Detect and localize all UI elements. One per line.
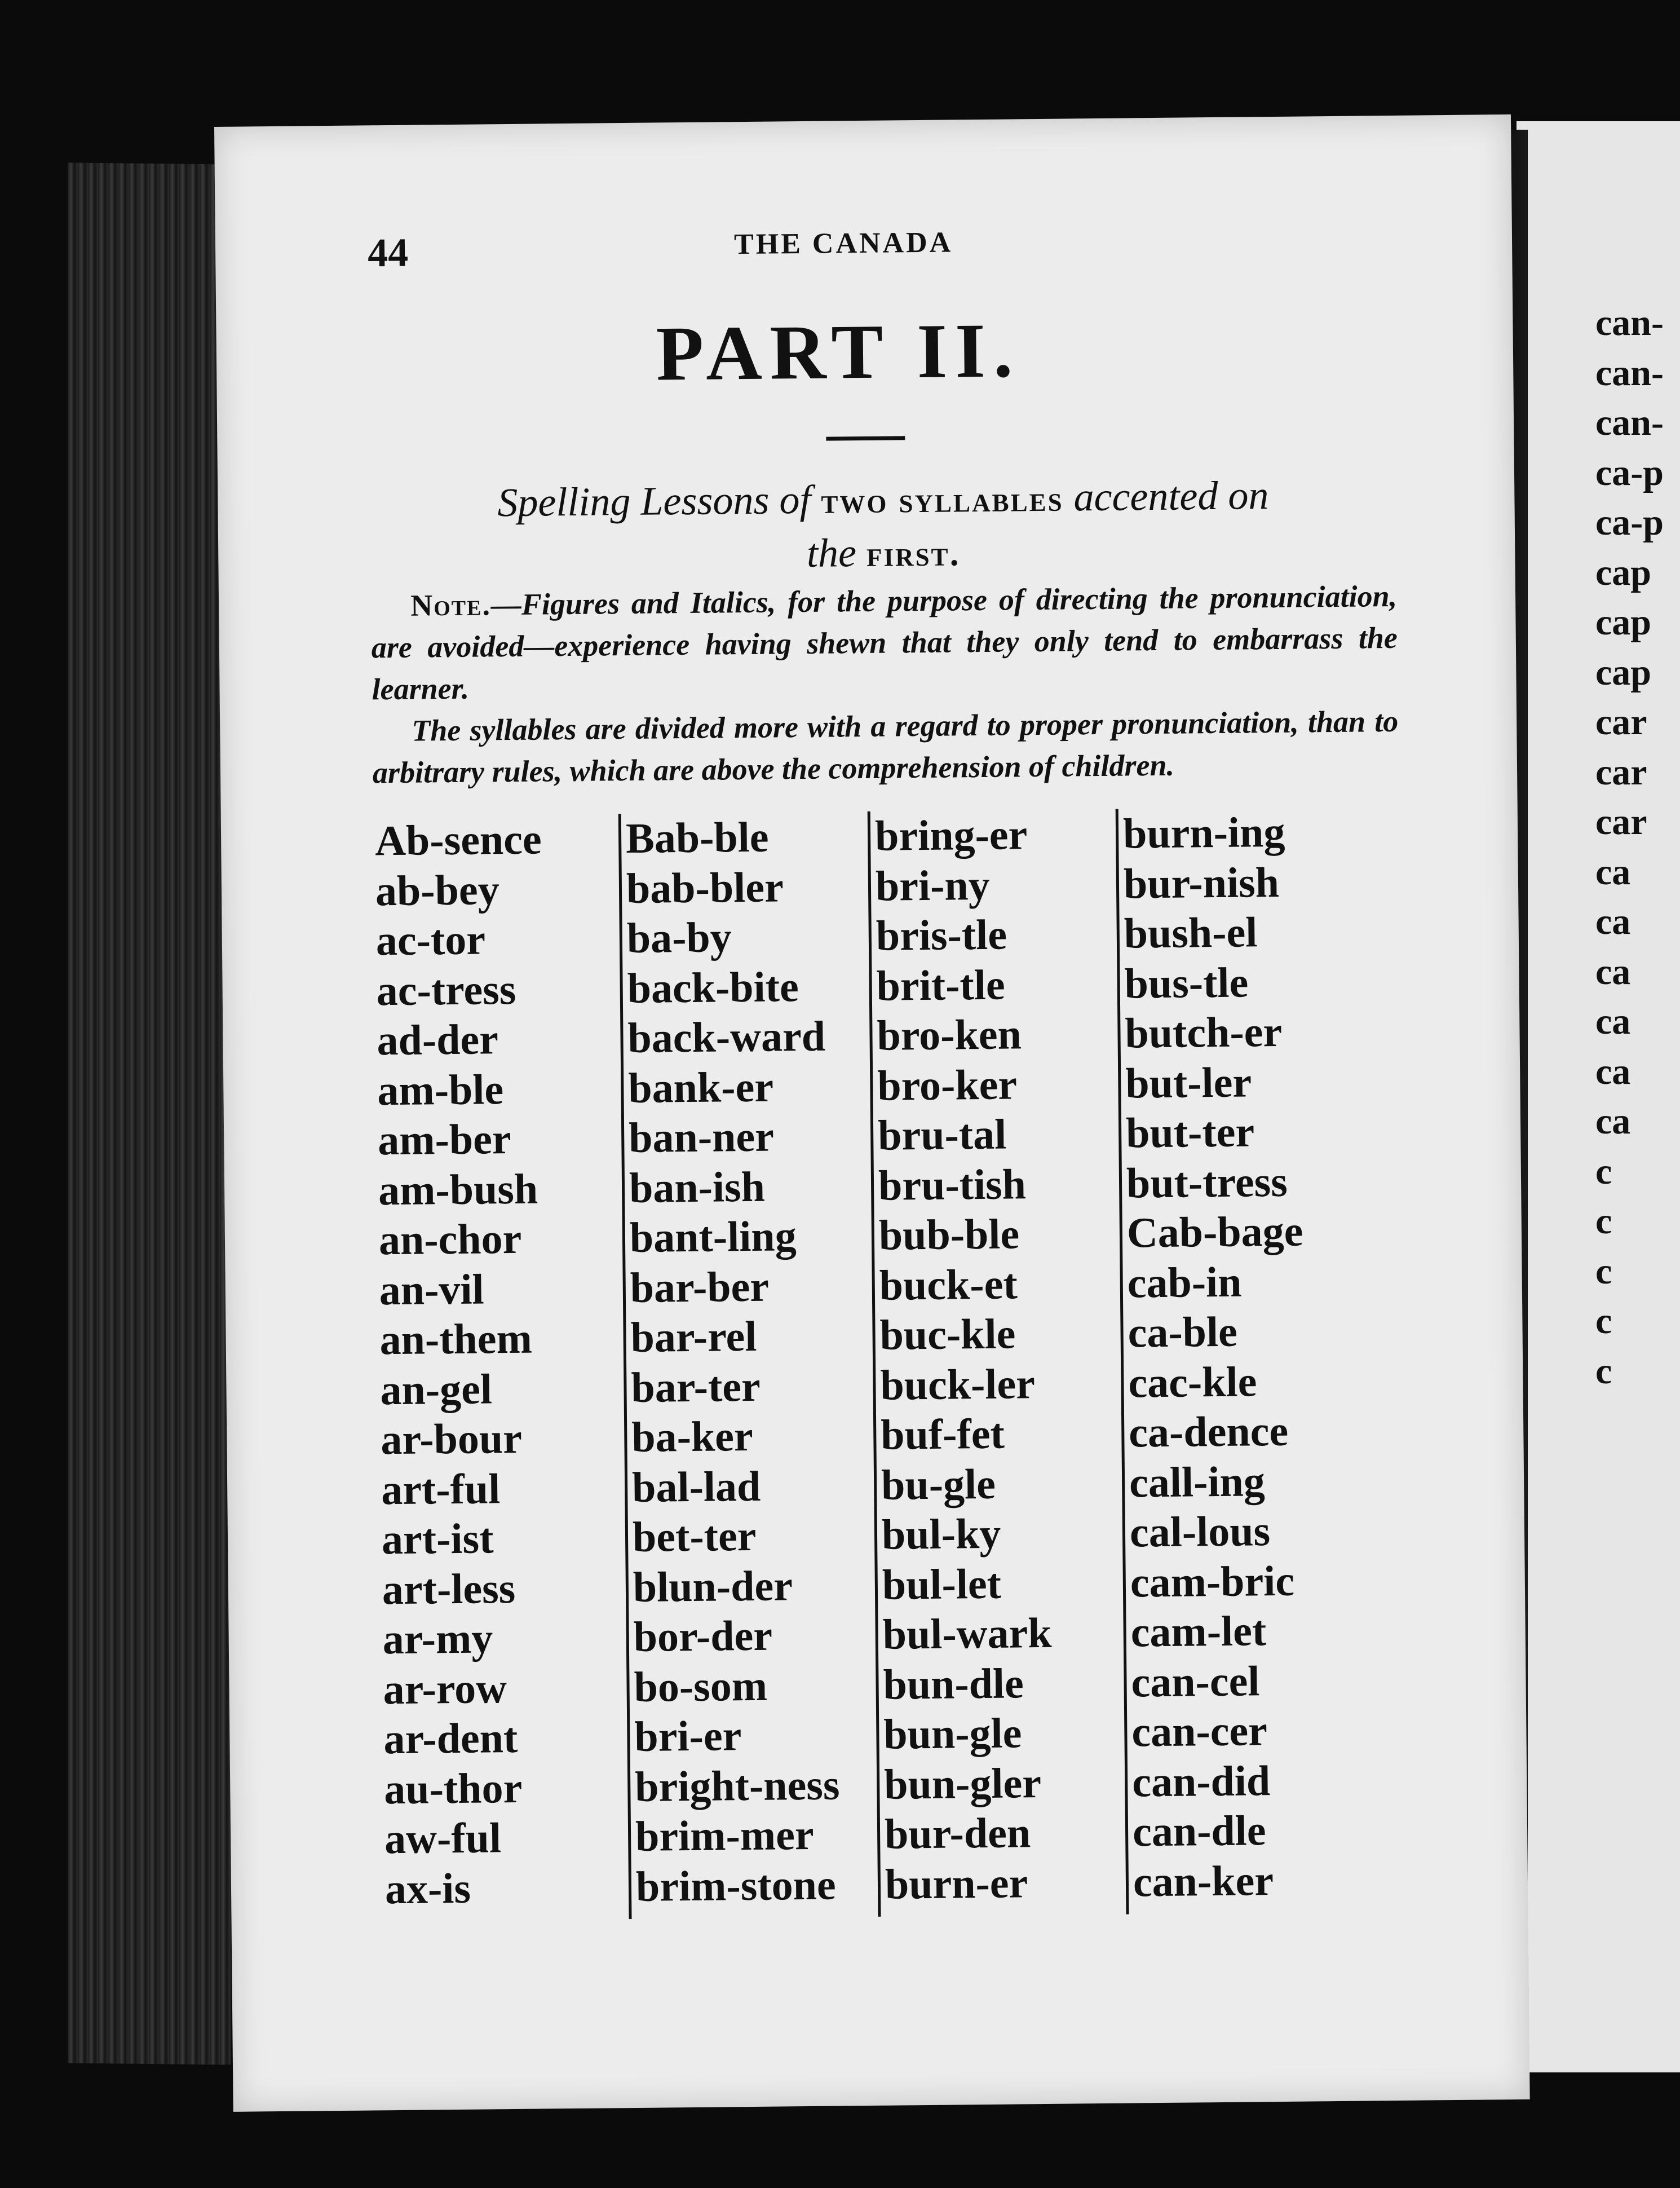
- spelling-word: Bab-ble: [625, 813, 769, 863]
- spelling-word: but-ter: [1125, 1108, 1255, 1157]
- spelling-word: can-dle: [1132, 1807, 1266, 1856]
- spelling-word: bar-rel: [630, 1312, 757, 1362]
- subtitle-italic-1: Spelling Lessons of: [497, 477, 811, 526]
- facing-page-word-fragment: car: [1595, 751, 1647, 793]
- spelling-word: bab-bler: [626, 863, 784, 912]
- spelling-word: an-chor: [378, 1215, 522, 1264]
- spelling-word: bus-tle: [1124, 958, 1249, 1008]
- facing-page-word-fragment: can-: [1595, 402, 1664, 443]
- spelling-word: call-ing: [1129, 1457, 1266, 1507]
- spelling-word: brit-tle: [876, 961, 1005, 1010]
- spelling-word: buck-et: [879, 1260, 1018, 1309]
- spelling-word: an-them: [379, 1314, 533, 1364]
- spelling-word: ca-ble: [1128, 1308, 1238, 1357]
- spelling-word: am-ble: [377, 1065, 504, 1114]
- note-label: Note.: [410, 588, 492, 623]
- spelling-word: can-cer: [1131, 1707, 1268, 1756]
- spelling-word: bun-gle: [883, 1709, 1022, 1758]
- spelling-word: bul-wark: [882, 1609, 1052, 1658]
- spelling-word: art-ist: [381, 1515, 494, 1564]
- spelling-word-columns: [370, 806, 1430, 1933]
- spelling-word: bru-tish: [878, 1160, 1027, 1210]
- spelling-word: blun-der: [633, 1561, 793, 1611]
- spelling-word: ar-dent: [383, 1714, 518, 1763]
- spelling-word: bu-gle: [881, 1460, 996, 1509]
- word-column-3: [868, 809, 1124, 1917]
- spelling-word: au-thor: [383, 1764, 523, 1813]
- spelling-word: bun-dle: [883, 1659, 1024, 1709]
- facing-page-word-fragment: cap: [1595, 651, 1651, 693]
- book-page-edges: [68, 162, 231, 2065]
- spelling-word: but-tress: [1126, 1158, 1288, 1207]
- page-number: 44: [367, 230, 409, 276]
- spelling-word: ac-tor: [375, 916, 486, 965]
- subtitle-caps-2: first.: [866, 533, 961, 574]
- heading-rule: [826, 436, 905, 440]
- spelling-word: buf-fet: [880, 1410, 1005, 1459]
- spelling-word: burn-er: [885, 1859, 1028, 1908]
- spelling-word: bo-som: [634, 1662, 768, 1711]
- spelling-word: brim-mer: [635, 1811, 815, 1860]
- note-text-1: —Figures and Italics, for the purpose of directing the pronunciation, are avoided—experience having shewn that they only tend to embarrass the learner.: [371, 579, 1398, 707]
- spelling-word: bur-den: [884, 1809, 1031, 1858]
- spelling-word: Ab-sence: [374, 815, 542, 865]
- note-paragraph-2: The syllables are divided more with a regard to proper pronunciation, than to arbitrary rules, which are above the comprehension of children.: [372, 704, 1399, 790]
- facing-page-word-fragment: ca: [1595, 901, 1631, 942]
- spelling-word: bul-let: [882, 1560, 1002, 1609]
- spelling-word: can-ker: [1133, 1856, 1274, 1905]
- facing-page-word-fragment: cap: [1595, 552, 1651, 593]
- spelling-word: am-ber: [377, 1115, 512, 1164]
- spelling-word: bring-er: [874, 811, 1028, 860]
- facing-page-word-fragment: ca-p: [1595, 452, 1664, 493]
- spelling-word: bri-er: [634, 1712, 742, 1761]
- spelling-word: back-bite: [627, 963, 799, 1012]
- part-heading: PART II.: [656, 307, 1022, 397]
- facing-page: [1517, 121, 1680, 2072]
- spelling-word: buck-ler: [880, 1360, 1036, 1409]
- spelling-word: cab-in: [1127, 1258, 1242, 1307]
- spelling-word: bar-ter: [631, 1362, 761, 1411]
- note-block: [371, 575, 1399, 793]
- spelling-word: bub-ble: [878, 1210, 1020, 1259]
- word-column-1: [370, 814, 629, 1921]
- running-head: THE CANADA: [733, 226, 953, 261]
- spelling-word: bal-lad: [631, 1462, 761, 1511]
- spelling-word: bet-ter: [632, 1512, 757, 1561]
- spelling-word: ax-is: [384, 1864, 471, 1913]
- spelling-word: bro-ker: [877, 1060, 1018, 1110]
- spelling-word: ban-ner: [628, 1113, 775, 1162]
- subtitle-italic-3: the: [806, 530, 857, 576]
- spelling-word: ban-ish: [629, 1163, 766, 1212]
- book-page: [214, 114, 1530, 2112]
- spelling-word: Cab-bage: [1126, 1207, 1303, 1257]
- spelling-word: ac-tress: [376, 965, 516, 1014]
- spelling-word: bris-tle: [876, 911, 1007, 960]
- facing-page-word-fragment: can-: [1595, 352, 1664, 394]
- spelling-word: bor-der: [633, 1612, 773, 1661]
- facing-page-word-fragment: ca: [1595, 1101, 1631, 1142]
- spelling-word: ba-ker: [631, 1412, 754, 1461]
- spelling-word: ba-by: [626, 914, 732, 963]
- facing-page-word-fragment: car: [1595, 801, 1647, 842]
- spelling-word: bank-er: [627, 1063, 774, 1112]
- spelling-word: back-ward: [627, 1012, 826, 1062]
- subtitle-italic-2: accented on: [1073, 473, 1269, 520]
- spelling-word: can-did: [1131, 1757, 1271, 1806]
- spelling-word: art-ful: [381, 1464, 501, 1514]
- note-paragraph-1: [371, 575, 1398, 710]
- spelling-word: ar-my: [382, 1614, 493, 1664]
- spelling-word: but-ler: [1125, 1058, 1252, 1108]
- spelling-word: bant-ling: [629, 1212, 797, 1262]
- facing-page-word-fragment: c: [1595, 1250, 1612, 1292]
- facing-page-word-fragment: car: [1595, 702, 1647, 743]
- spelling-word: bul-ky: [881, 1510, 1001, 1559]
- word-column-2: [618, 811, 874, 1919]
- spelling-word: cac-kle: [1128, 1357, 1257, 1407]
- spelling-word: brim-stone: [635, 1861, 837, 1911]
- spelling-word: aw-ful: [384, 1814, 502, 1863]
- facing-page-word-fragment: c: [1595, 1150, 1612, 1192]
- spelling-word: ad-der: [377, 1016, 499, 1065]
- facing-page-word-fragment: c: [1595, 1350, 1612, 1392]
- facing-page-word-fragment: c: [1595, 1201, 1612, 1242]
- spelling-word: ca-dence: [1128, 1407, 1289, 1457]
- spelling-word: butch-er: [1125, 1008, 1283, 1057]
- section-subtitle: [370, 468, 1397, 585]
- spelling-word: bro-ken: [877, 1011, 1022, 1060]
- spelling-word: art-less: [382, 1564, 516, 1613]
- spelling-word: cam-let: [1130, 1607, 1267, 1656]
- facing-page-word-fragment: c: [1595, 1300, 1612, 1342]
- spelling-word: cam-bric: [1130, 1557, 1295, 1607]
- spelling-word: bri-ny: [875, 861, 991, 910]
- spelling-word: bur-nish: [1123, 858, 1280, 908]
- facing-page-word-fragment: ca: [1595, 1051, 1631, 1092]
- word-column-4: [1116, 807, 1366, 1914]
- subtitle-caps-1: two syllables: [821, 478, 1064, 521]
- spelling-word: can-cel: [1131, 1657, 1260, 1706]
- spelling-word: an-gel: [380, 1365, 493, 1414]
- spelling-word: bright-ness: [634, 1761, 840, 1811]
- facing-page-word-fragment: cap: [1595, 602, 1651, 643]
- facing-page-word-fragment: ca: [1595, 951, 1631, 992]
- spelling-word: bar-ber: [630, 1263, 770, 1312]
- spelling-word: burn-ing: [1122, 808, 1285, 858]
- spelling-word: bush-el: [1124, 908, 1258, 958]
- spelling-word: ar-row: [383, 1664, 507, 1713]
- spelling-word: buc-kle: [879, 1310, 1016, 1359]
- spelling-word: bru-tal: [877, 1110, 1007, 1159]
- facing-page-word-fragment: ca: [1595, 1001, 1631, 1042]
- spelling-word: ar-bour: [380, 1414, 523, 1464]
- spelling-word: cal-lous: [1129, 1507, 1271, 1556]
- spelling-word: bun-gler: [883, 1759, 1042, 1808]
- facing-page-word-fragment: can-: [1595, 302, 1664, 343]
- spelling-word: am-bush: [378, 1165, 538, 1214]
- spelling-word: an-vil: [379, 1265, 485, 1314]
- facing-page-word-fragment: ca-p: [1595, 502, 1664, 543]
- spelling-word: ab-bey: [375, 866, 499, 915]
- facing-page-word-fragment: ca: [1595, 851, 1631, 893]
